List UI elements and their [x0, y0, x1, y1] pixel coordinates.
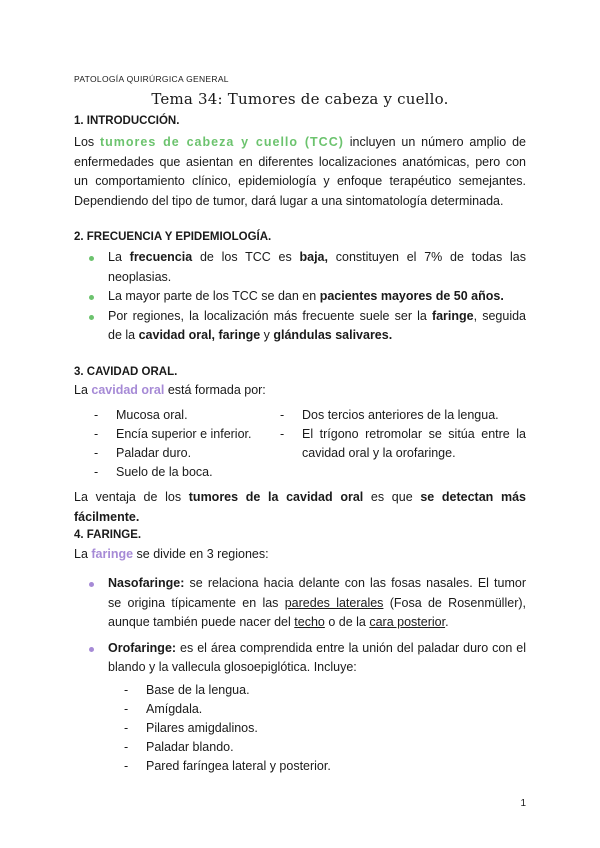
page-number: 1 — [520, 798, 526, 809]
list-item: - Paladar blando. — [124, 740, 234, 754]
orofaringe-list — [124, 681, 424, 776]
bullet-icon — [89, 315, 94, 320]
faringe-highlight: faringe — [91, 547, 134, 561]
bullet-icon — [89, 256, 94, 261]
section-1-paragraph: Los tumores de cabeza y cuello (TCC) incluyen un número amplio de enfermedades que asientan en diferentes localizaciones anatómicas, pero con un comportamiento clínico, epidemiología y enfoque terapéutico semejantes. Dependiendo del tipo de tumor, dará lugar a una sintomatología determinada. — [74, 135, 526, 208]
list-item: - Mucosa oral. — [94, 408, 188, 422]
list-item: - Encía superior e inferior. — [94, 427, 252, 441]
section-4-intro: La faringe se divide en 3 regiones: — [74, 547, 269, 561]
list-item: - Paladar duro. — [94, 446, 192, 460]
list-item: - Base de la lengua. — [124, 683, 250, 697]
bullet-icon — [89, 582, 94, 587]
section-2-list — [74, 248, 526, 346]
section-3-intro: La cavidad oral está formada por: — [74, 383, 266, 397]
section-3-heading: 3. CAVIDAD ORAL. — [74, 366, 178, 378]
list-item: - Pared faríngea lateral y posterior. — [124, 759, 331, 773]
list-item: La frecuencia de los TCC es baja, constituyen el 7% de todas las neoplasias. — [74, 248, 526, 287]
section-3-advantage: La ventaja de los tumores de la cavidad oral es que se detectan más fácilmente. — [74, 490, 526, 524]
cavidad-oral-highlight: cavidad oral — [91, 383, 165, 397]
cavidad-right-list — [280, 406, 526, 463]
list-item: - El trígono retromolar se sitúa entre la cavidad oral y la orofaringe. — [280, 427, 526, 460]
list-item: - Dos tercios anteriores de la lengua. — [280, 408, 499, 422]
list-item: La mayor parte de los TCC se dan en pacientes mayores de 50 años. — [74, 287, 526, 307]
faringe-list — [74, 574, 526, 678]
list-item: - Suelo de la boca. — [94, 465, 213, 479]
bullet-icon — [89, 647, 94, 652]
list-item: Nasofaringe: se relaciona hacia delante con las fosas nasales. El tumor se origina típicamente en las paredes laterales (Fosa de Rosenmüller), aunque también puede nacer del techo o de la cara posterior. — [74, 574, 526, 633]
list-item: Por regiones, la localización más frecuente suele ser la faringe, seguida de la cavidad oral, faringe y glándulas salivares. — [74, 307, 526, 346]
section-4-heading: 4. FARINGE. — [74, 529, 142, 541]
cavidad-left-list — [94, 406, 284, 482]
section-1-heading: 1. INTRODUCCIÓN. — [74, 115, 180, 127]
list-item: - Amígdala. — [124, 702, 203, 716]
list-item: - Pilares amigdalinos. — [124, 721, 258, 735]
page-title: Tema 34: Tumores de cabeza y cuello. — [151, 90, 449, 108]
tcc-highlight: tumores de cabeza y cuello (TCC) — [100, 135, 344, 149]
running-header: PATOLOGÍA QUIRÚRGICA GENERAL — [74, 74, 229, 84]
list-item: Orofaringe: es el área comprendida entre la unión del paladar duro con el blando y la vallecula glosoepiglótica. Incluye: — [74, 639, 526, 678]
section-2-heading: 2. FRECUENCIA Y EPIDEMIOLOGÍA. — [74, 231, 272, 243]
bullet-icon — [89, 295, 94, 300]
